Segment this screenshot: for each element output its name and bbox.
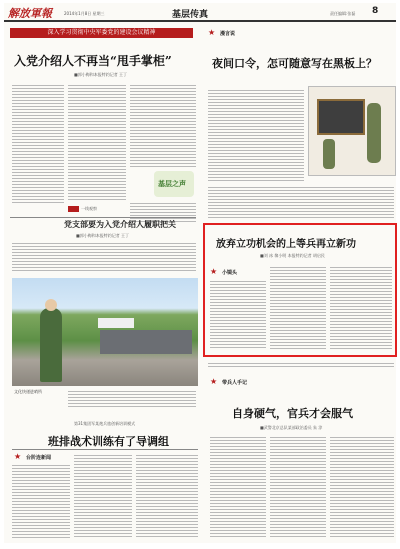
article1-col3 [130, 83, 196, 167]
article3-title: 夜间口令，怎可随意写在黑板上？ [212, 57, 377, 70]
article4-byline: ■刘 冰 黎小明 本报特约记者 胡启民 [260, 253, 325, 258]
article2-body [12, 241, 196, 273]
article4-column: 小镜头 [222, 270, 238, 276]
article4-col3 [330, 265, 392, 349]
divider [10, 217, 196, 218]
article6-col3 [330, 435, 394, 539]
article2-kicker-bar [68, 206, 79, 212]
masthead-rule [4, 20, 396, 22]
page-number: 8 [372, 6, 379, 16]
cartoon [308, 86, 396, 176]
newspaper-page [4, 3, 396, 543]
column-badge [154, 171, 194, 197]
soldier-head [45, 299, 57, 311]
article6-byline: ■武警北京总队某部政治委员 朱 淳 [260, 425, 323, 430]
soldier-figure [40, 308, 62, 382]
photo-caption: 文化快递进哨所 [14, 389, 42, 394]
article2-byline: ■郭小梅和本报特约记者 王丁 [76, 233, 130, 238]
blackboard [317, 99, 365, 135]
article4-title: 放弃立功机会的上等兵再立新功 [216, 239, 356, 250]
article4-col1 [210, 279, 266, 349]
star-icon: ★ [208, 28, 216, 37]
article1-title: 入党介绍人不再当“甩手掌柜” [14, 54, 172, 68]
article2-kicker: 一线观察 [81, 206, 97, 211]
article6-col2 [270, 435, 326, 539]
article6-col1 [210, 435, 266, 539]
star-icon: ★ [14, 452, 22, 461]
tent [98, 318, 134, 328]
article3-body [208, 88, 304, 183]
article5-column: 台阶连新闻 [26, 455, 52, 461]
article1-byline: ■郭小梅和本报特约记者 王丁 [74, 72, 128, 77]
editor-credit: 责任编辑:张磊 [330, 11, 356, 16]
article5-col3 [136, 453, 198, 539]
banner: 深入学习贯彻中央军委党的建设会议精神 [10, 28, 193, 38]
article5-title: 班排战术训练有了导调组 [48, 435, 169, 448]
article5-kicker: 第31集团军某炮兵旅创新培训模式 [74, 421, 136, 426]
article4-col2 [270, 265, 326, 349]
cartoon-soldier [367, 103, 381, 163]
article1-col2 [68, 83, 126, 201]
article6-title: 自身硬气，官兵才会服气 [232, 407, 353, 420]
article5-col1 [12, 463, 70, 539]
issue-date: 2014年1月8日 星期三 [64, 11, 105, 16]
divider [12, 449, 198, 450]
article2-title: 党支部要为入党介绍人履职把关 [64, 219, 176, 229]
photo-text [68, 389, 196, 407]
article1-col1 [12, 83, 64, 203]
newspaper-logo: 解放軍報 [8, 7, 52, 20]
star-icon: ★ [210, 267, 218, 276]
column-label: 基层之声 [158, 180, 186, 188]
cartoon-soldier [323, 139, 335, 169]
article3-body-cont [208, 185, 394, 219]
photo [12, 278, 198, 386]
star-icon: ★ [210, 377, 218, 386]
filler-text [208, 361, 394, 369]
article5-col2 [74, 453, 132, 539]
article3-kicker: 漫言说 [220, 31, 236, 37]
section-title: 基层传真 [172, 10, 209, 20]
article6-kicker: 带兵人手记 [222, 380, 248, 386]
audience [100, 330, 192, 354]
